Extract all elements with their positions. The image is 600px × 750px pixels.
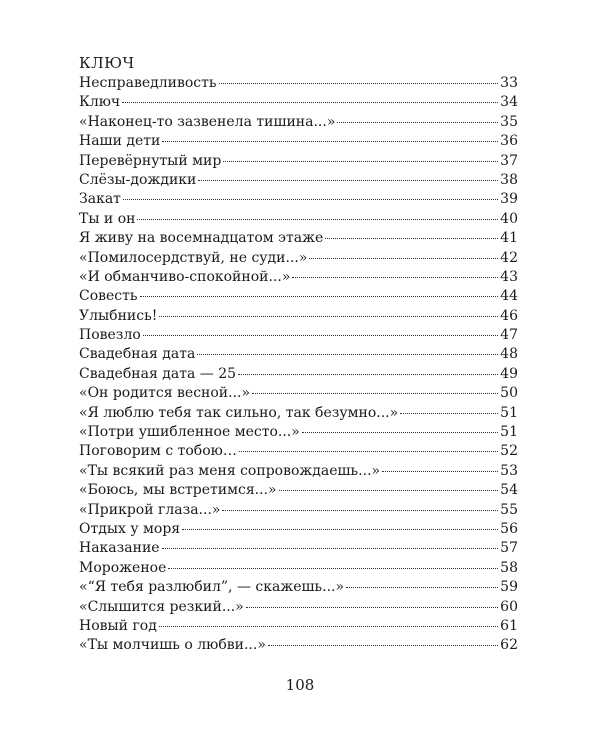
toc-entry bbox=[79, 345, 518, 364]
toc-entry-page: 58 bbox=[500, 559, 518, 576]
toc-entry-page: 57 bbox=[500, 540, 518, 557]
toc-entry-page: 47 bbox=[500, 327, 518, 344]
toc-entry-page: 51 bbox=[500, 424, 518, 441]
dot-leader bbox=[197, 354, 498, 355]
dot-leader bbox=[309, 258, 498, 259]
toc-entry-page: 52 bbox=[500, 443, 518, 460]
dot-leader bbox=[346, 587, 498, 588]
toc-entry bbox=[79, 152, 518, 171]
toc-entry-page: 41 bbox=[500, 230, 518, 247]
section-title: КЛЮЧ bbox=[79, 54, 135, 72]
toc-entry bbox=[79, 442, 518, 461]
toc-entry-page: 38 bbox=[500, 171, 518, 188]
toc-entry-title: «Он родится весной...» bbox=[79, 385, 251, 402]
toc-entry-title: Я живу на восемнадцатом этаже bbox=[79, 230, 324, 247]
toc-entry-title: «Ты молчишь о любви...» bbox=[79, 637, 266, 654]
dot-leader bbox=[279, 490, 499, 491]
toc-entry-title: «Прикрой глаза...» bbox=[79, 501, 221, 518]
toc-entry-title: Закат bbox=[79, 191, 121, 208]
toc-entry bbox=[79, 229, 518, 248]
dot-leader bbox=[292, 277, 498, 278]
dot-leader bbox=[239, 451, 498, 452]
dot-leader bbox=[252, 393, 498, 394]
toc-entry-title: Несправедливость bbox=[79, 75, 217, 91]
toc-entry-page: 40 bbox=[500, 210, 518, 227]
dot-leader bbox=[159, 316, 498, 317]
toc-entry-title: «Помилосердствуй, не суди...» bbox=[79, 249, 308, 266]
toc-entry-title: Свадебная дата — 25 bbox=[79, 365, 237, 382]
dot-leader bbox=[182, 529, 498, 530]
dot-leader bbox=[400, 413, 498, 414]
toc-entry-page: 42 bbox=[500, 249, 518, 266]
toc-entry bbox=[79, 481, 518, 500]
toc-entry bbox=[79, 462, 518, 481]
dot-leader bbox=[168, 568, 498, 569]
toc-entry-page: 55 bbox=[500, 501, 518, 518]
dot-leader bbox=[162, 548, 499, 549]
toc-entry-page: 59 bbox=[500, 579, 518, 596]
toc-entry-title: Совесть bbox=[79, 288, 138, 305]
toc-entry-title: «Ты всякий раз меня сопровождаешь...» bbox=[79, 462, 381, 479]
toc-entry-page: 56 bbox=[500, 520, 518, 537]
dot-leader bbox=[382, 471, 498, 472]
dot-leader bbox=[302, 432, 498, 433]
toc-entry-title: Отдых у моря bbox=[79, 520, 181, 537]
toc-entry bbox=[79, 132, 518, 151]
toc-entry-page: 37 bbox=[500, 152, 518, 169]
toc-entry-page: 46 bbox=[500, 307, 518, 324]
toc-entry-page: 34 bbox=[500, 94, 518, 111]
toc-entry bbox=[79, 365, 518, 384]
toc-entry bbox=[79, 93, 518, 112]
toc-entry-title: Свадебная дата bbox=[79, 346, 196, 363]
toc-entry-title: Ключ bbox=[79, 94, 121, 111]
toc-entry-page: 62 bbox=[500, 637, 518, 654]
toc-entry-title: Поговорим с тобою… bbox=[79, 443, 237, 460]
toc-entry-title: Ты и он bbox=[79, 210, 136, 227]
toc-entry-title: «Потри ушибленное место...» bbox=[79, 424, 300, 441]
toc-entry bbox=[79, 617, 518, 636]
dot-leader bbox=[337, 122, 498, 123]
toc-entry bbox=[79, 539, 518, 558]
toc-entry-page: 35 bbox=[500, 113, 518, 130]
toc-entry-title: Улыбнись! bbox=[79, 307, 158, 324]
dot-leader bbox=[140, 296, 499, 297]
toc-entry bbox=[79, 171, 518, 190]
page-number: 108 bbox=[285, 676, 315, 694]
dot-leader bbox=[198, 180, 498, 181]
toc-entry bbox=[79, 404, 518, 423]
table-of-contents bbox=[79, 74, 518, 656]
toc-entry-title: Наказание bbox=[79, 540, 160, 557]
dot-leader bbox=[159, 626, 498, 627]
toc-entry bbox=[79, 578, 518, 597]
dot-leader bbox=[238, 374, 498, 375]
dot-leader bbox=[222, 510, 498, 511]
toc-entry-title: Мороженое bbox=[79, 559, 167, 576]
toc-entry bbox=[79, 190, 518, 209]
toc-entry-title: «Наконец-то зазвенела тишина...» bbox=[79, 113, 336, 130]
dot-leader bbox=[246, 607, 498, 608]
toc-entry-title: Новый год bbox=[79, 617, 157, 634]
toc-entry-page: 44 bbox=[500, 288, 518, 305]
toc-entry bbox=[79, 249, 518, 268]
toc-entry-title: «Боюсь, мы встретимся...» bbox=[79, 482, 277, 499]
toc-entry bbox=[79, 113, 518, 132]
toc-entry bbox=[79, 268, 518, 287]
toc-entry-page: 36 bbox=[500, 133, 518, 150]
toc-entry bbox=[79, 559, 518, 578]
dot-leader bbox=[137, 219, 498, 220]
toc-entry bbox=[79, 210, 518, 229]
toc-entry bbox=[79, 307, 518, 326]
toc-entry bbox=[79, 326, 518, 345]
toc-entry bbox=[79, 423, 518, 442]
dot-leader bbox=[223, 161, 498, 162]
toc-entry-page: 54 bbox=[500, 482, 518, 499]
toc-entry-page: 60 bbox=[500, 598, 518, 615]
toc-entry-page: 51 bbox=[500, 404, 518, 421]
toc-entry-title: Повезло bbox=[79, 327, 141, 344]
toc-entry-page: 49 bbox=[500, 365, 518, 382]
toc-entry-title: Слёзы-дождики bbox=[79, 171, 197, 188]
dot-leader bbox=[162, 141, 498, 142]
toc-entry-title: «И обманчиво-спокойной...» bbox=[79, 268, 291, 285]
toc-entry-page: 33 bbox=[500, 75, 518, 91]
dot-leader bbox=[123, 199, 498, 200]
toc-entry bbox=[79, 636, 518, 655]
toc-entry-title: «“Я тебя разлюбил”, — скажешь...» bbox=[79, 579, 345, 596]
toc-entry-page: 39 bbox=[500, 191, 518, 208]
toc-entry-page: 61 bbox=[500, 617, 518, 634]
dot-leader bbox=[268, 645, 498, 646]
toc-entry-title: «Слышится резкий...» bbox=[79, 598, 244, 615]
dot-leader bbox=[143, 335, 498, 336]
toc-entry-page: 43 bbox=[500, 268, 518, 285]
toc-entry-title: Перевёрнутый мир bbox=[79, 152, 222, 169]
toc-entry-page: 50 bbox=[500, 385, 518, 402]
toc-entry-title: «Я люблю тебя так сильно, так безумно...» bbox=[79, 404, 399, 421]
toc-entry bbox=[79, 598, 518, 617]
toc-entry bbox=[79, 384, 518, 403]
toc-entry-page: 48 bbox=[500, 346, 518, 363]
toc-entry bbox=[79, 520, 518, 539]
dot-leader bbox=[325, 238, 498, 239]
dot-leader bbox=[122, 102, 498, 103]
toc-entry bbox=[79, 287, 518, 306]
toc-entry bbox=[79, 74, 518, 93]
toc-entry bbox=[79, 501, 518, 520]
toc-entry-title: Наши дети bbox=[79, 133, 161, 150]
toc-entry-page: 53 bbox=[500, 462, 518, 479]
dot-leader bbox=[219, 83, 499, 84]
